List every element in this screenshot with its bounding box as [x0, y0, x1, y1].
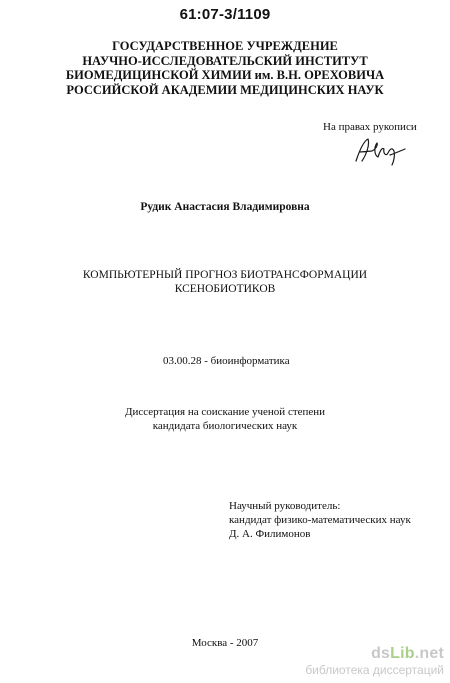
degree-line: кандидата биологических наук: [152, 419, 298, 432]
supervisor-heading: Научный руководитель:: [229, 500, 341, 512]
institution-line: БИОМЕДИЦИНСКОЙ ХИМИИ им. В.Н. ОРЕХОВИЧА: [65, 68, 385, 82]
degree-statement: [0, 406, 450, 433]
watermark-logo: dsLib.net: [371, 645, 444, 662]
author-name: Рудик Анастасия Владимировна: [140, 201, 310, 213]
city-year: Москва - 2007: [191, 637, 259, 649]
specialty-code: 03.00.28 - биоинформатика: [163, 355, 290, 367]
title-line: КСЕНОБИОТИКОВ: [174, 283, 276, 295]
watermark-subtitle: библиотека диссертаций: [305, 663, 444, 677]
institution-line: РОССИЙСКОЙ АКАДЕМИИ МЕДИЦИНСКИХ НАУК: [66, 82, 384, 97]
title-line: КОМПЬЮТЕРНЫЙ ПРОГНОЗ БИОТРАНСФОРМАЦИИ: [82, 269, 368, 281]
registration-code: 61:07-3/1109: [179, 6, 271, 23]
supervisor-name: Д. А. Филимонов: [229, 528, 311, 540]
watermark[interactable]: [305, 645, 444, 677]
institution-line: ГОСУДАРСТВЕННОЕ УЧРЕЖДЕНИЕ: [112, 39, 338, 53]
degree-line: Диссертация на соискание ученой степени: [124, 406, 326, 418]
rights-note: На правах рукописи: [323, 121, 417, 133]
supervisor-block: [229, 499, 411, 541]
supervisor-degree: кандидат физико-математических наук: [229, 514, 411, 526]
dissertation-title: [0, 268, 450, 296]
signature-icon: [350, 135, 410, 167]
institution-block: [0, 39, 450, 97]
institution-line: НАУЧНО-ИССЛЕДОВАТЕЛЬСКИЙ ИНСТИТУТ: [82, 53, 368, 68]
